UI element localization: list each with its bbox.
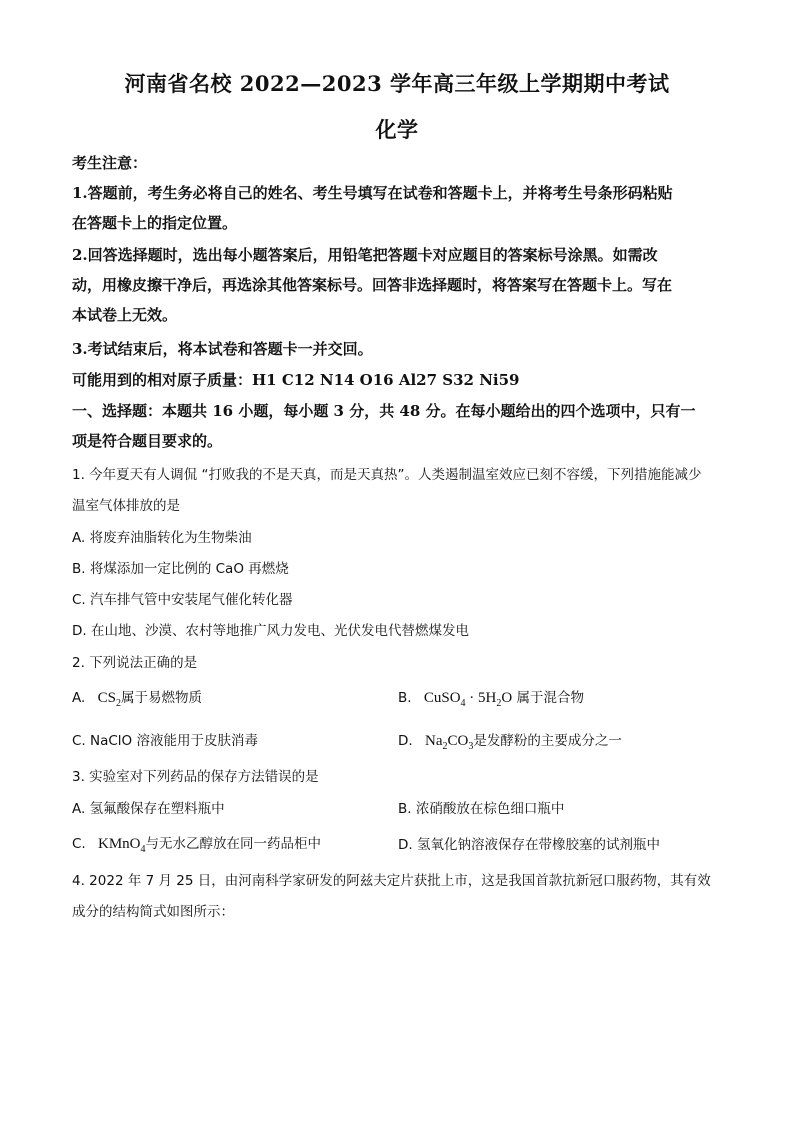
q1-stem-line-1: 1. 今年夏天有人调侃 “打败我的不是天真，而是天真热”。人类遏制温室效应已刻不容缓，下列措施能减少 (72, 467, 702, 483)
q2-option-b (398, 686, 584, 709)
q2-option-a (72, 686, 202, 709)
formula-part: CS (97, 690, 116, 706)
notice-item-2-line-1: 2.回答选择题时，选出每小题答案后，用铅笔把答题卡对应题目的答案标号涂黑。如需改 (72, 246, 658, 264)
q2-option-d (398, 729, 622, 752)
q2-option-b-text: 属于混合物 (512, 690, 585, 706)
q2-option-b-formula (423, 690, 513, 709)
q3-option-c-formula (98, 836, 146, 855)
q2-stem: 2. 下列说法正确的是 (72, 655, 198, 671)
formula-part: KMnO (98, 836, 141, 852)
q3-option-b: B. 浓硝酸放在棕色细口瓶中 (398, 801, 565, 817)
formula-part: CO (447, 733, 469, 749)
atomic-masses: 可能用到的相对原子质量：H1 C12 N14 O16 Al27 S32 Ni59 (72, 371, 520, 389)
notice-item-3: 3.考试结束后，将本试卷和答题卡一并交回。 (72, 340, 373, 358)
formula-subscript: 4 (140, 844, 146, 855)
formula-part: O (501, 690, 513, 706)
q1-option-a: A. 将废弃油脂转化为生物柴油 (72, 530, 252, 546)
formula-subscript: 4 (460, 698, 466, 709)
q2-option-d-label: D. (398, 733, 413, 749)
q3-option-c-label: C. (72, 836, 86, 852)
q2-option-c: C. NaClO 溶液能用于皮肤消毒 (72, 733, 258, 749)
formula-part: CuSO (423, 690, 461, 706)
q2-option-a-text: 属于易燃物质 (120, 690, 202, 706)
q3-option-d: D. 氢氧化钠溶液保存在带橡胶塞的试剂瓶中 (398, 837, 660, 853)
notice-item-1-line-2: 在答题卡上的指定位置。 (72, 214, 238, 232)
section-1-line-1: 一、选择题：本题共 16 小题，每小题 3 分，共 48 分。在每小题给出的四个选项中，只有一 (72, 402, 696, 420)
exam-title: 河南省名校 2022—2023 学年高三年级上学期期中考试 (124, 71, 670, 96)
q2-option-d-text: 是发酵粉的主要成分之一 (473, 733, 622, 749)
q4-stem-line-2: 成分的结构简式如图所示： (72, 904, 234, 920)
q1-option-c: C. 汽车排气管中安装尾气催化转化器 (72, 592, 293, 608)
notice-item-2-line-3: 本试卷上无效。 (72, 306, 178, 324)
q3-option-c-text: 与无水乙醇放在同一药品柜中 (145, 836, 322, 852)
formula-subscript: 2 (496, 698, 502, 709)
q4-stem-line-1: 4. 2022 年 7 月 25 日，由河南科学家研发的阿兹夫定片获批上市，这是我国首款抗新冠口服药物，其有效 (72, 873, 711, 889)
formula-part: Na (424, 733, 443, 749)
formula-subscript: 3 (468, 741, 474, 752)
q1-option-d: D. 在山地、沙漠、农村等地推广风力发电、光伏发电代替燃煤发电 (72, 623, 469, 639)
q2-option-b-label: B. (398, 690, 412, 706)
q3-option-c (72, 832, 321, 855)
formula-part: · 5H (465, 690, 497, 706)
q1-stem-line-2: 温室气体排放的是 (72, 498, 180, 514)
formula-subscript: 2 (442, 741, 448, 752)
q3-option-a: A. 氢氟酸保存在塑料瓶中 (72, 801, 225, 817)
q3-stem: 3. 实验室对下列药品的保存方法错误的是 (72, 769, 319, 785)
exam-subject: 化学 (375, 117, 419, 142)
q2-option-d-formula (424, 733, 474, 752)
formula-subscript: 2 (115, 698, 121, 709)
notice-item-1-line-1: 1.答题前，考生务必将自己的姓名、考生号填写在试卷和答题卡上，并将考生号条形码粘贴 (72, 184, 673, 202)
q1-option-b: B. 将煤添加一定比例的 CaO 再燃烧 (72, 561, 289, 577)
notice-item-2-line-2: 动，用橡皮擦干净后，再选涂其他答案标号。回答非选择题时，将答案写在答题卡上。写在 (72, 276, 673, 294)
notice-heading: 考生注意： (72, 154, 148, 172)
q2-option-a-label: A. (72, 690, 86, 706)
section-1-line-2: 项是符合题目要求的。 (72, 432, 223, 450)
q2-option-a-formula (97, 690, 121, 709)
